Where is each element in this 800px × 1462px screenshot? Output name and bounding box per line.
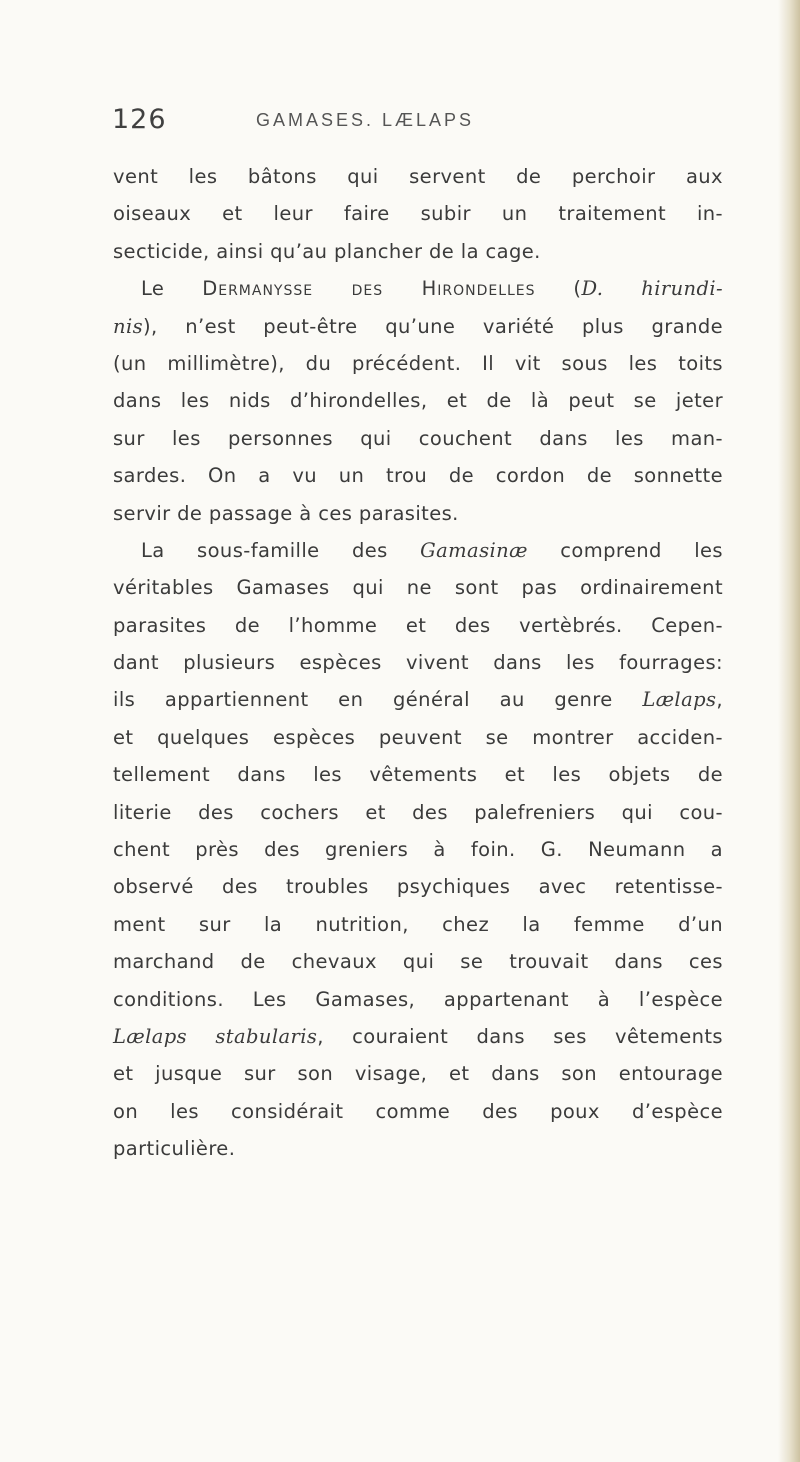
- text-segment: (: [535, 277, 582, 301]
- text-segment: vent les bâtons qui servent de perchoir aux: [113, 165, 723, 188]
- body-text: [113, 158, 723, 1168]
- text-line: [113, 495, 723, 532]
- text-segment: dant plusieurs espèces vivent dans les fourrages:: [113, 651, 723, 675]
- text-line: [113, 1055, 723, 1092]
- smallcaps-term: Dermanysse des Hirondelles: [202, 277, 536, 301]
- text-line: [113, 756, 723, 793]
- text-segment: , couraient dans ses vêtements: [317, 1024, 723, 1048]
- text-segment: literie des cochers et des palefreniers qui cou-: [113, 800, 723, 824]
- italic-term: D. hirundi-: [581, 277, 723, 301]
- text-line: [113, 719, 723, 756]
- text-line: [113, 345, 723, 382]
- text-segment: parasites de l’homme et des vertèbrés. Cepen-: [113, 613, 723, 637]
- text-line: [113, 382, 723, 419]
- text-segment: ment sur la nutrition, chez la femme d’un: [113, 912, 723, 936]
- text-segment: (un millimètre), du précédent. Il vit sous les toits: [113, 351, 723, 375]
- text-segment: La sous-famille des: [141, 538, 421, 562]
- text-segment: oiseaux et leur faire subir un traitement in-: [113, 202, 723, 226]
- text-segment: ), n’est peut-être qu’une variété plus grande: [143, 314, 723, 338]
- text-line: [113, 1093, 723, 1130]
- page-edge-shadow: [778, 0, 800, 1462]
- text-line: [113, 420, 723, 457]
- text-line: [113, 233, 723, 270]
- text-line: [113, 158, 723, 195]
- page-number: 126: [112, 104, 167, 135]
- text-line: [113, 981, 723, 1018]
- text-line: [113, 943, 723, 980]
- text-line: [113, 308, 723, 345]
- text-line: [113, 681, 723, 718]
- text-line: [113, 270, 723, 307]
- text-segment: particulière.: [113, 1137, 236, 1161]
- text-line: [113, 195, 723, 232]
- text-segment: secticide, ainsi qu’au plancher de la cage.: [113, 239, 541, 263]
- text-segment: on les considérait comme des poux d’espèce: [113, 1099, 723, 1123]
- text-line: [113, 457, 723, 494]
- text-line: [113, 831, 723, 868]
- text-segment: sardes. On a vu un trou de cordon de sonnette: [113, 464, 723, 488]
- text-segment: et jusque sur son visage, et dans son entourage: [113, 1062, 723, 1086]
- text-segment: conditions. Les Gamases, appartenant à l’espèce: [113, 987, 723, 1011]
- text-line: [113, 569, 723, 606]
- text-line: [113, 644, 723, 681]
- text-segment: ils appartiennent en général au genre: [113, 688, 643, 712]
- text-segment: et quelques espèces peuvent se montrer acciden-: [113, 725, 723, 749]
- text-segment: marchand de chevaux qui se trouvait dans ces: [113, 950, 723, 974]
- italic-term: nis: [113, 314, 144, 338]
- text-line: [113, 794, 723, 831]
- text-segment: tellement dans les vêtements et les objets de: [113, 763, 723, 787]
- text-segment: observé des troubles psychiques avec retentisse-: [113, 875, 723, 899]
- text-line: [113, 906, 723, 943]
- text-segment: dans les nids d’hirondelles, et de là peut se jeter: [113, 389, 723, 413]
- text-line: [113, 868, 723, 905]
- text-segment: Le: [141, 277, 203, 301]
- text-segment: sur les personnes qui couchent dans les man-: [113, 426, 723, 450]
- text-segment: comprend les: [527, 538, 723, 562]
- text-line: [113, 1018, 723, 1055]
- italic-term: Gamasinæ: [420, 538, 528, 562]
- text-line: [113, 1130, 723, 1167]
- text-line: [113, 532, 723, 569]
- italic-term: Lælaps stabularis: [113, 1024, 318, 1048]
- text-segment: ,: [716, 688, 723, 712]
- text-segment: servir de passage à ces parasites.: [113, 501, 459, 525]
- italic-term: Lælaps: [642, 688, 717, 712]
- text-line: [113, 607, 723, 644]
- running-head: GAMASES. LÆLAPS: [256, 110, 475, 130]
- text-segment: véritables Gamases qui ne sont pas ordinairement: [113, 576, 723, 600]
- text-segment: chent près des greniers à foin. G. Neumann a: [113, 838, 723, 862]
